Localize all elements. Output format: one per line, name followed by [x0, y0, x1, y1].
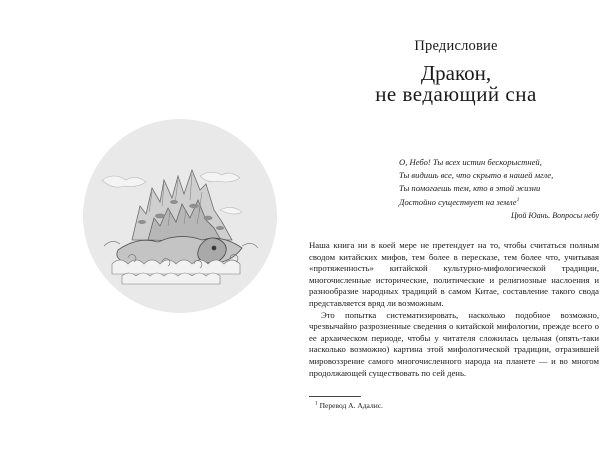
chapter-title-line-1: Дракон,: [420, 61, 492, 85]
paragraph: Наша книга ни в коей мере не претендует на то, чтобы считаться полным сводом китайских мифов, тем более в пересказе, тем более что, учитывая «протяженность» китайской культурно-мифологической традиции, многочисленные исторические, политические и религиозные наслоения и разнообразие народных традиций в самом Китае, составление такого свода представляется вряд ли возможным.: [309, 240, 599, 308]
epigraph-line: [399, 196, 599, 209]
epigraph-source: Цюй Юань. Вопросы небу: [510, 211, 599, 220]
epigraph-line: О, Небо! Ты всех истин бескорыстней,: [399, 157, 542, 167]
footnote: [315, 401, 383, 410]
footnote-ref: 1: [516, 196, 520, 203]
epigraph-line-text: Достойно существует на земле: [399, 196, 517, 207]
epigraph-line: Ты помогаешь тем, кто в этой жизни: [399, 183, 541, 194]
mountain-island-illustration: [82, 118, 278, 314]
footnote-rule: [309, 396, 361, 397]
body-text: [309, 240, 599, 379]
paragraph: Это попытка систематизировать, насколько подобное возможно, чрезвычайно разрозненные сведения о китайской мифологии, прежде всего о ее архаическом периоде, чтобы у читателя сложилась цельная (опять-таки насколько возможно) картина этой мифологической традиции, отразившей мировоззрение самого многочисленного народа на планете — и во многом продолжающей существовать по сей день.: [309, 309, 599, 378]
epigraph: [399, 156, 599, 209]
chapter-title-line-2: не ведающий сна: [375, 82, 537, 106]
right-page: [304, 0, 608, 456]
footnote-text: Перевод А. Адалис.: [319, 401, 383, 410]
footnote-mark: 1: [315, 400, 318, 407]
chapter-kicker: Предисловие: [414, 38, 498, 54]
epigraph-line: Ты видишь все, что скрыто в нашей мгле,: [399, 170, 554, 181]
